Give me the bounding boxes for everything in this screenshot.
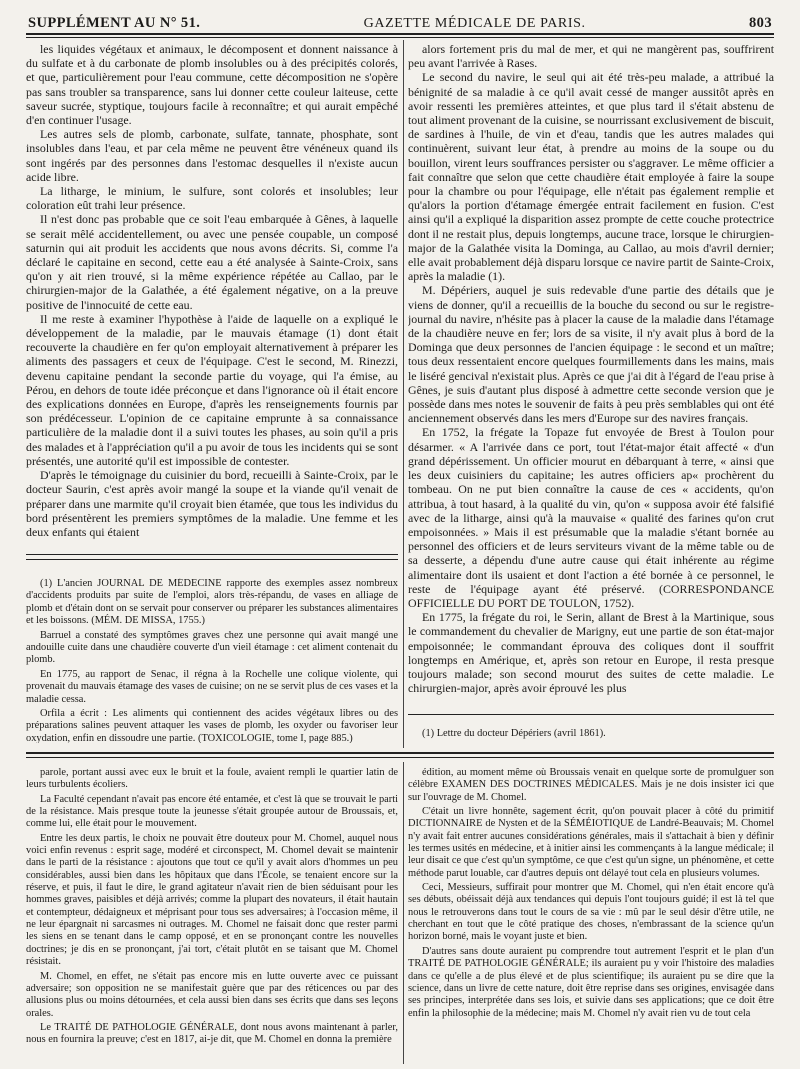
paragraph: Le second du navire, le seul qui ait été très-peu malade, a attribué la bénignité de sa maladie à ce qu'il avait cessé de manger aussitôt après en avoir ressenti les premières atteintes, et que plus tard il s'était abstenu de tout aliment provenant de la cuisine, se nourrissant exclusivement de biscuit, de sardines à l'huile, de vin et d'eau, tandis que les autres malades qui continuèrent, suivant leur état, à prendre au moins de la soupe ou du bouillon, virent leurs souffrances persister ou s'aggraver. Le même officier a fait connaître que selon que cette chaudière était employée à faire la soupe pour la chambre ou pour l'équipage, elle n'était pas également remplie et qu'alors la portion d'étamage émergée entrait facilement en fusion. C'est ainsi qu'il a expliqué la disparition assez prompte de cette couche protectrice dont il ne restait plus, depuis longtemps, aucune trace, lorsque le chirurgien-major de la Galathée visita la Dominga, au Callao, au mois d'avril dernier; elle avait probablement déjà disparu lorsque ce navire partit de Sainte-Croix, après la maladie (1). xyxy=(408,70,774,284)
paragraph: les liquides végétaux et animaux, le décomposent et donnent naissance à du sulfate et à du carbonate de plomb insolubles ou à des précipités colorés, et que, particulièrement pour l'eau commune, cette décomposition ne s'opère pas sans troubler sa transparence, sans lui donner cette couleur laiteuse, cette saveur sucrée, styptique, toujours facile à reconnaître; et qui aurait empêché d'en continuer l'usage. xyxy=(26,42,398,128)
paragraph: M. Dépériers, auquel je suis redevable d'une partie des détails que je viens de donner, qu'il a recueillis de la bouche du second ou sur le registre-journal du navire, n'hésite pas à placer la cause de la maladie dans l'étamage de la chaudière neuve en fer; lors de sa visite, il n'y avait plus à bord de la Dominga que deux personnes de l'ancien équipage : le second et un maître; tous deux ressentaient encore quelques fourmillements dans les mains, mais le liséré gencival n'existait plus. Après ce que j'ai dit à l'égard de l'eau prise à Gênes, je suis d'autant plus disposé à admettre cette seconde version que je possède dans mes notes le souvenir de faits à peu près semblables qui ont été anciennement observés dans les mers d'Europe sur des navires français. xyxy=(408,283,774,426)
paragraph: La litharge, le minium, le sulfure, sont colorés et insolubles; leur coloration eût trahi leur présence. xyxy=(26,184,398,213)
paragraph: Il me reste à examiner l'hypothèse à l'aide de laquelle on a expliqué le développement de la maladie, par le mauvais étamage (1) dont était recouverte la chaudière en fer qu'on employait alternativement à préparer les aliments des passagers et ceux de l'équipage. C'est le second, M. Rinezzi, devenu capitaine pendant la seconde partie du voyage, qui l'a émise, au Pérou, en dehors de toute idée préconçue et dans l'ignorance où il était encore des explications données en Europe, d'après les renseignements fournis par son prédécesseur. L'opinion de ce capitaine emprunte à sa connaissance particulière de la maladie dont il a suivi toutes les phases, au soin qu'il a pris des malades et à l'appréciation qu'il a pu avoir de tous les incidents qui se sont présentés, une autorité qu'il est impossible de contester. xyxy=(26,311,398,468)
footnote-rule-right xyxy=(408,714,774,715)
header-rule xyxy=(26,33,774,35)
paragraph: D'après le témoignage du cuisinier du bord, recueilli à Sainte-Croix, par le docteur Saurin, c'est après avoir mangé la soupe et la viande qu'il venait de préparer dans une marmite qu'il croyait bien étamée, que tous les individus du bord présentèrent les premiers symptômes de la maladie. Une femme et les deux enfants qui étaient xyxy=(26,468,398,539)
footnote-paragraph: Orfila a écrit : Les aliments qui contiennent des acides végétaux libres ou des préparations salines peuvent attaquer les vases de plomb, les oxyder ou favoriser leur oxydation, enfin en dissoudre une partie. (TOXICOLOGIE, tome I, page 885.) xyxy=(26,708,398,743)
paragraph: parole, portant aussi avec eux le bruit et la foule, avaient rempli le quartier latin de leurs turbulents écoliers. xyxy=(26,767,398,791)
journal-title: GAZETTE MÉDICALE DE PARIS. xyxy=(363,16,586,31)
feuilleton-column-right xyxy=(408,767,774,1063)
footnote-rule-left xyxy=(26,554,398,555)
footnote-rule-left-thin xyxy=(26,559,398,560)
paragraph: Entre les deux partis, le choix ne pouvait être douteux pour M. Chomel, auquel nous voici enfin revenus : esprit sage, modéré et circonspect, M. Chomel devait se maintenir dans le parti de la résistance : ajoutons que tout ce qu'il y avait alors d'hommes un peu considérables, aussi bien dans les hôpitaux que dans l'École, se tenaient encore sur la réserve, et puis, il faut le dire, le grand agitateur n'avait rien de bien séduisant pour les hommes graves, paisibles et déjà arrivés; comme la plupart des novateurs, il était hautain et contempteur, dédaigneux et méprisant pour tous ses adversaires; à l'occasion même, il ne leur épargnait ni sarcasmes ni outrages. M. Chomel ne faisait donc que rester parmi les siens en se tenant dans le camp opposé, et en se prononçant contre les nouvelles doctrines; je dis en se prononçant, j'ai tort, c'était plutôt en se taisant que M. Chomel résistait. xyxy=(26,832,398,968)
paragraph: Ceci, Messieurs, suffirait pour montrer que M. Chomel, qui n'en était encore qu'à ses débuts, obéissait déjà aux tendances qui depuis l'ont toujours guidé; il est là tel que nous le retrouverons dans tout le cours de sa vie : mû par le seul désir d'être utile, ne cherchant en tout que le côté pratique des choses, n'embrassant de la science qu'un horizon borné, mais le voyant juste et bien. xyxy=(408,882,774,943)
footnote-paragraph: (1) L'ancien JOURNAL DE MÉDECINE rapporte des exemples assez nombreux d'accidents produits par suite de l'emploi, alors très-répandu, de vases en alliage de plomb et d'étain dont on se servait pour conserver ou préparer les substances alimentaires et les boissons. (MÉM. DE MISSA, 1755.) xyxy=(26,578,398,627)
feuilleton-rule xyxy=(26,752,774,754)
footnote-left xyxy=(26,578,398,743)
supplement-label: SUPPLÉMENT AU N° 51. xyxy=(28,15,201,31)
feuilleton-column-left xyxy=(26,767,398,1063)
paragraph: D'autres sans doute auraient pu comprendre tout autrement l'esprit et le plan d'un TRAITÉ DE PATHOLOGIE GÉNÉRALE; ils auraient pu y voir l'histoire des maladies dans ce qu'elle a de plus élevé et de plus scientifique; ils auraient pu se dire que la science, dans un livre de cette nature, doit être reprise dans ses origines, envisagée dans ses principes, interprétée dans ses lois, et suivie dans ses applications; que ce doit être enfin la philosophie de la médecine; mais M. Chomel n'y avait rien vu de tout cela xyxy=(408,945,774,1019)
footnote-right xyxy=(408,728,774,744)
header-rule-thin xyxy=(26,37,774,38)
footnote-paragraph: En 1775, au rapport de Senac, il régna à la Rochelle une colique violente, qui provenait du mauvais étamage des vases de cuisine; on ne se servit plus de ces vases et la maladie cessa. xyxy=(26,668,398,705)
column-divider xyxy=(403,40,404,748)
page-number: 803 xyxy=(749,15,772,31)
paragraph: En 1775, la frégate du roi, le Serin, allant de Brest à la Martinique, sous le commandement du chevalier de Marigny, eut une partie de son état-major empoisonnée; le commandant éprouva des coliques dont il souffrit longtemps en Amérique, et, après son retour en Europe, il resta presque toujours malade; son second mourut des suites de cette maladie. Le chirurgien-major, après avoir éprouvé les plus xyxy=(408,610,774,696)
paragraph: Le TRAITÉ DE PATHOLOGIE GÉNÉRALE, dont nous avons maintenant à parler, nous en fournira la preuve; c'est en 1817, ai-je dit, que M. Chomel en donna la première xyxy=(26,1021,398,1046)
page-header xyxy=(28,6,772,32)
footnote-paragraph: (1) Lettre du docteur Dépériers (avril 1861). xyxy=(422,728,606,739)
paragraph: alors fortement pris du mal de mer, et qui ne mangèrent pas, souffrirent peu avant l'arrivée à Rases. xyxy=(408,42,774,71)
article-column-right xyxy=(408,42,774,699)
column-divider-lower xyxy=(403,762,404,1064)
paragraph: En 1752, la frégate la Topaze fut envoyée de Brest à Toulon pour désarmer. « A l'arrivée dans ce port, tout l'état-major était affecté « d'un grand dépérissement. Un officier mourut en débarquant à terre, « ainsi que les deux cuisiniers du capitaine; les autres officiers ap« prochèrent du tombeau. On ne put bien connaître la cause de ces « accidents, qu'on attribua, à tout hasard, à la qualité du vin, qu'on « supposa avoir été falsifié avec de la litharge, ainsi qu'à la mauvaise « qualité des farines qu'on crut empoisonnées. » Mais il est présumable que la maladie s'étant bornée au personnel des officiers et de leurs serviteurs vivant de la même table ou de sa desserte, a dépendu d'une autre cause qui était inhérente au régime alimentaire dont ils usaient et dont l'action a été bornée à ce personnel, le reste de l'équipage ayant été préservé. (CORRESPONDANCE OFFICIELLE DU PORT DE TOULON, 1752). xyxy=(408,425,774,610)
paragraph: C'était un livre honnête, sagement écrit, qu'on pouvait placer à côté du primitif DICTIONNAIRE de Nysten et de la SÉMÉIOTIQUE de Landré-Beauvais; M. Chomel n'y avait fait entrer aucunes considérations générales, mais il s'attachait à bien y définir les termes usités en médecine, et à initier ainsi les commençants à la langue médicale; il leur disait ce que c'est qu'un symptôme, ce que c'est qu'un signe, un phénomène, et cette méthode parut louable, car d'autres depuis ont délayé tout cela en plusieurs volumes. xyxy=(408,806,774,879)
article-column-left xyxy=(26,42,398,540)
paragraph: La Faculté cependant n'avait pas encore été entamée, et c'est là que se trouvait le parti de la résistance. Mais presque toute la jeunesse s'était groupée autour de Broussais, et, comme lui, elle était pour le mouvement. xyxy=(26,793,398,830)
paragraph: M. Chomel, en effet, ne s'était pas encore mis en lutte ouverte avec ce puissant adversaire; son opposition ne se manifestait guère que par des réticences ou par des allusions plus ou moins détournées, et cela aussi bien dans ses écrits que dans ses leçons orales. xyxy=(26,970,398,1019)
paragraph: Il n'est donc pas probable que ce soit l'eau embarquée à Gênes, à laquelle se serait mêlé accidentellement, ou avec une pensée coupable, un composé saturnin qui ait produit les accidents que nous avons décrits. Si, comme l'a déclaré le capitaine en second, cette eau a été analysée à Sainte-Croix, sans qu'on y ait rien trouvé, si la même expérience répétée au Callao, par le chirurgien-major de la Galathée, a été également négative, on a la preuve positive de l'innocuité de cette eau. xyxy=(26,212,398,312)
feuilleton-rule-thin xyxy=(26,757,774,758)
footnote-paragraph: Barruel a constaté des symptômes graves chez une personne qui avait mangé une andouille cuite dans une chaudière couverte d'un vieil étamage : cet aliment contenait du plomb. xyxy=(26,629,398,666)
paragraph: édition, au moment même où Broussais venait en quelque sorte de promulguer son célèbre EXAMEN DES DOCTRINES MÉDICALES. Mais je ne dois insister ici que sur l'ouvrage de M. Chomel. xyxy=(408,767,774,803)
paragraph: Les autres sels de plomb, carbonate, sulfate, tannate, phosphate, sont insolubles dans l'eau, et par cela même ne peuvent être vénéneux quand ils sont ingérés par des personnes dans l'estomac desquelles il n'existe aucun acide libre. xyxy=(26,127,398,184)
